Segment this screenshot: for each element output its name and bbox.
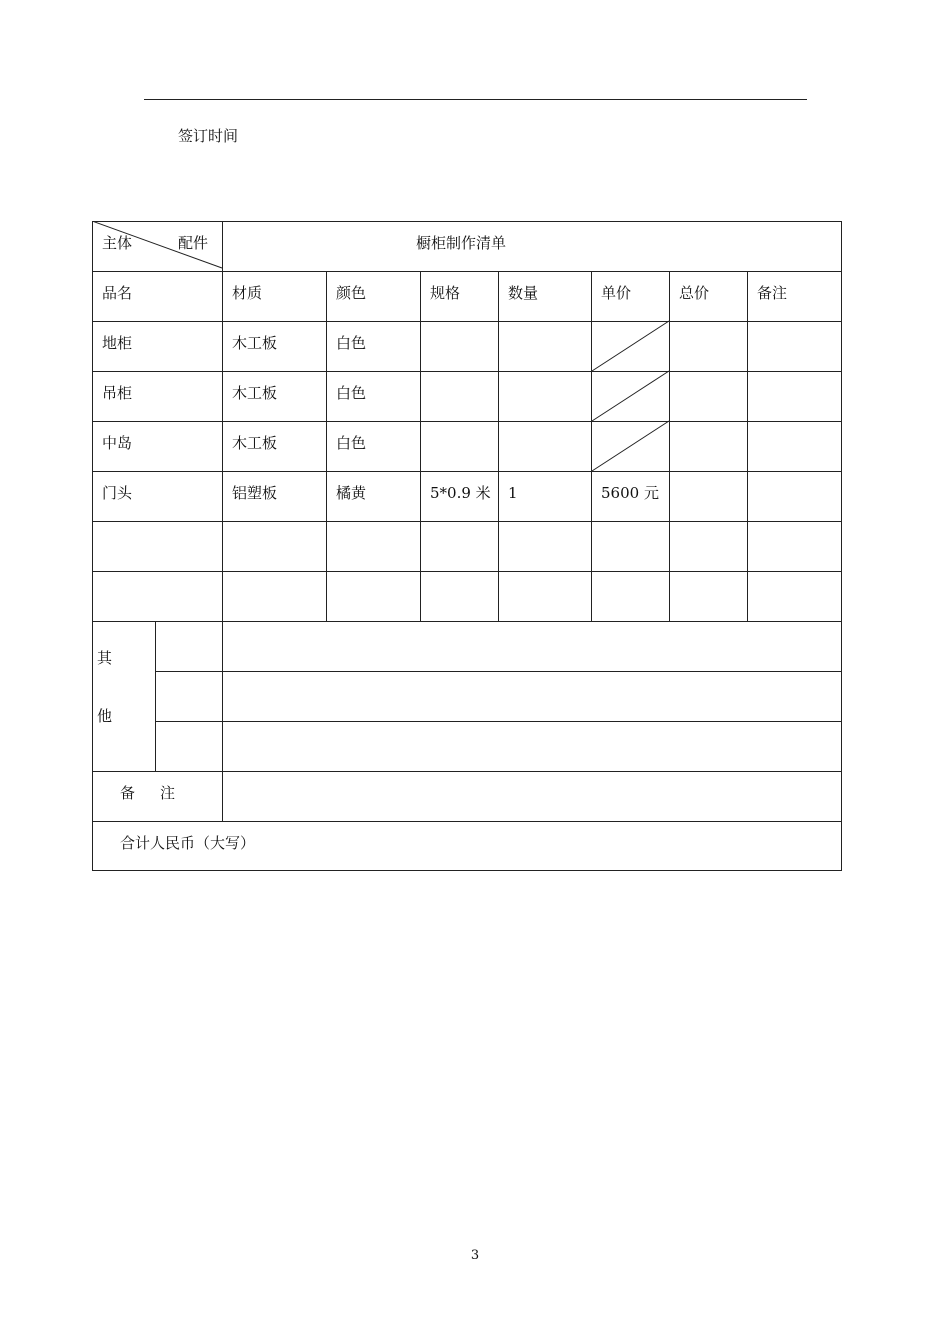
header-remark: 备注 [757, 284, 788, 302]
top-rule [144, 99, 807, 100]
header-unit-price: 单价 [601, 284, 632, 302]
row-material: 木工板 [232, 434, 278, 452]
other-label-1: 其 [97, 649, 113, 667]
sign-time-label: 签订时间 [178, 127, 239, 145]
unit-price-slash [592, 421, 669, 471]
header-total: 总价 [679, 284, 710, 302]
cabinet-order-table [92, 221, 842, 871]
corner-label-left: 主体 [102, 234, 133, 252]
unit-price-slash [592, 321, 669, 371]
row-name: 吊柜 [102, 384, 133, 402]
page-number: 3 [470, 1248, 480, 1263]
table-title: 橱柜制作清单 [416, 234, 507, 252]
row-qty: 1 [508, 484, 518, 502]
row-material: 铝塑板 [232, 484, 278, 502]
table-border [93, 222, 842, 871]
header-material: 材质 [232, 284, 263, 302]
other-label-2: 他 [97, 707, 113, 725]
row-color: 白色 [336, 384, 367, 402]
row-name: 门头 [102, 484, 133, 502]
row-spec: 5*0.9 米 [430, 484, 491, 502]
remark-label-1: 备 [120, 784, 136, 802]
header-spec: 规格 [430, 284, 461, 302]
row-color: 白色 [336, 334, 367, 352]
table-grid [92, 221, 842, 871]
row-color: 橘黄 [336, 484, 367, 502]
row-color: 白色 [336, 434, 367, 452]
row-name: 地柜 [102, 334, 133, 352]
row-name: 中岛 [102, 434, 133, 452]
row-material: 木工板 [232, 334, 278, 352]
corner-label-right: 配件 [178, 234, 209, 252]
remark-label-2: 注 [160, 784, 176, 802]
row-material: 木工板 [232, 384, 278, 402]
unit-price-slash [592, 371, 669, 421]
row-unit-price: 5600 元 [601, 484, 659, 502]
total-rmb-label: 合计人民币（大写） [120, 834, 256, 852]
header-name: 品名 [102, 284, 133, 302]
header-color: 颜色 [336, 284, 367, 302]
header-qty: 数量 [508, 284, 539, 302]
